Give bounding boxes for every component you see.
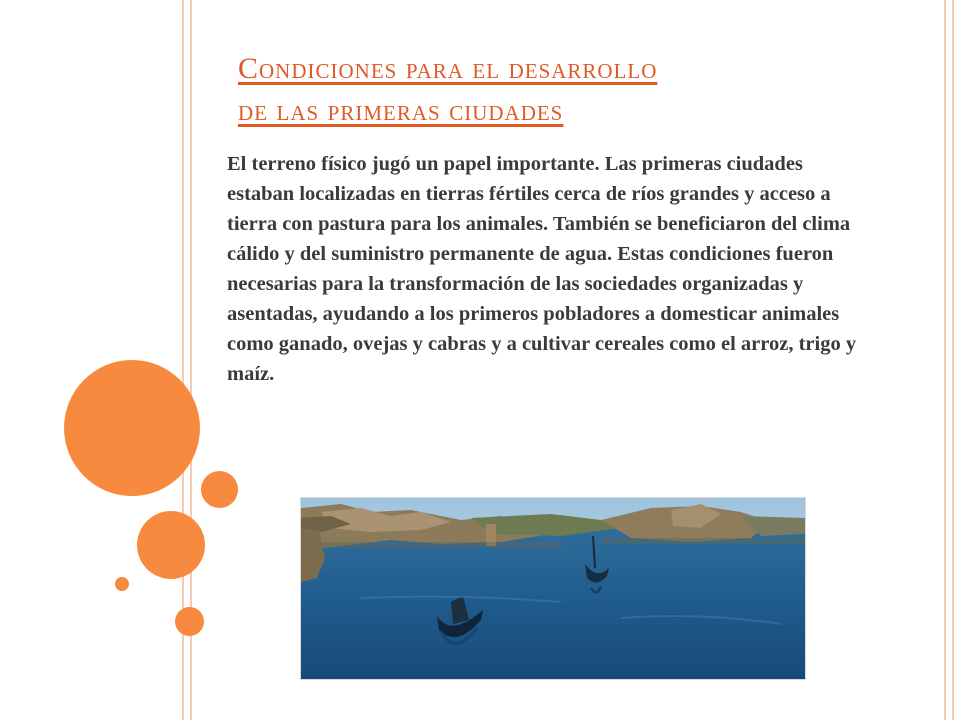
- marsh-village-photo: [300, 497, 806, 680]
- decorative-line: [952, 0, 954, 720]
- decorative-circle-small: [201, 471, 238, 508]
- decorative-line: [944, 0, 946, 720]
- decorative-circle-medium: [137, 511, 205, 579]
- decorative-circle-small: [175, 607, 204, 636]
- slide-title-line: Condiciones para el desarrollo: [238, 52, 658, 85]
- slide-body-text: El terreno físico jugó un papel importante. Las primeras ciudades estaban localizadas en tierras fértiles cerca de ríos grandes y acceso a tierra con pastura para los animales. También se beneficiaron del clima cálido y del suministro permanente de agua. Estas condiciones fueron necesarias para la transformación de las sociedades organizadas y asentadas, ayudando a los primeros pobladores a domesticar animales como ganado, ovejas y cabras y a cultivar cereales como el arroz, trigo y maíz.: [227, 153, 857, 385]
- decorative-circle-large: [64, 360, 200, 496]
- slide-title-line: de las primeras ciudades: [238, 94, 564, 127]
- decorative-circle-tiny: [115, 577, 129, 591]
- marsh-village-image: [301, 498, 805, 679]
- slide-title: [238, 48, 878, 132]
